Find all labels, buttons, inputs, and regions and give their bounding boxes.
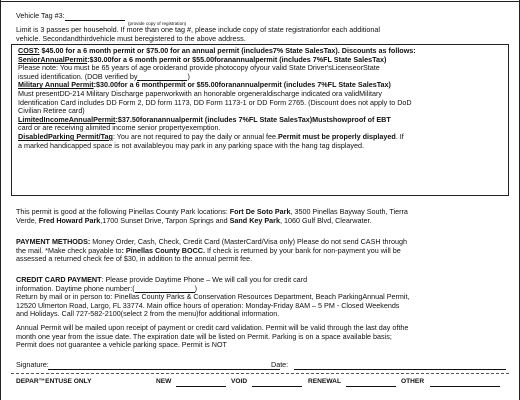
- department-use-row: [16, 378, 506, 390]
- senior-note-1: Please note: You must be 65 years of age oroiderand provide photocopy ofyour valid State Driver'sLicenseorState: [18, 63, 380, 73]
- disabled-label: DisabledParking Permit/Tag: [18, 131, 113, 141]
- payment-text-1: Money Order, Cash, Check, Credit Card (MasterCard/Visa only) Please do not send CASH through: [90, 237, 407, 246]
- department-use-label: DEPAR™ENTUSE ONLY: [16, 378, 92, 385]
- vehicle-tag-note: (provide copy of registration): [128, 21, 187, 26]
- renewal-label: RENEWAL: [308, 378, 341, 385]
- new-label: NEW: [156, 378, 172, 385]
- cost-text: $45.00 for a 6 month permit or $75.00 for an annual permit (includes7% State SalesTax). Discounts as follows:: [39, 46, 416, 55]
- locations-text-2: , 3500 Pinellas Bayway South, Tierra: [290, 207, 408, 216]
- vehicle-tag-row: [16, 11, 506, 26]
- lowincome-note: card or are receiving alimited income senior propertyexemption.: [18, 123, 221, 133]
- military-note-3: Civilian Retiree card): [18, 106, 85, 116]
- limit-line-1: Limit is 3 passes per household. If more than one tag #, please include copy of state registrationfor each additional: [16, 25, 380, 34]
- cost-box: [11, 44, 509, 196]
- credit-card-label: CREDIT CARD PAYMENT: [16, 275, 102, 284]
- disabled-text: : You are not required to pay the daily or annual fee.: [112, 131, 278, 141]
- void-field[interactable]: [252, 386, 302, 387]
- date-field[interactable]: [294, 369, 506, 370]
- payment-text-2: the mail. *Make check payable to: [16, 245, 122, 255]
- payment-section: [16, 238, 506, 264]
- senior-note-2: issued identification. (DOB verified by: [18, 71, 138, 81]
- annual-permit-section: [16, 324, 506, 350]
- disabled-note: a marked handicapped space is not availableyou may park in any parking space with the hang tag displayed.: [18, 140, 365, 150]
- payment-payee: : Pinellas County BOCC.: [121, 245, 205, 255]
- vehicle-tag-label: Vehicle Tag #3:: [16, 11, 65, 20]
- disabled-end: . If: [395, 131, 404, 141]
- renewal-field[interactable]: [346, 386, 396, 387]
- military-note-2: Identification Card includes DD Form 2, DD form 1173, DD Form 1173-1 or DD Form 2765. (Discount does not apply to DoD: [18, 97, 412, 107]
- credit-card-text-3: Return by mail or in person to: Pinellas County Parks & Conservation Resources Department, Beach ParkingAnnual Permit,: [16, 292, 410, 302]
- locations-text-5: , 1060 Gulf Blvd, Clearwater.: [279, 215, 372, 225]
- lowincome-text: :$37.50foranannualpermit (includes 7%FL State SalesTax)Mustshowproof of EBT: [115, 114, 391, 124]
- military-note-1: Must presentDD-214 Military Discharge paperworkwith an honorable orgeneraldischarge indicated ora validMilitary: [18, 88, 382, 98]
- cost-label: COST:: [18, 46, 40, 55]
- credit-card-text-4: 12520 Ulmerton Road, Largo, FL 33774. Main office hours of operation: Monday-Friday 8AM – 5 PM - Closed Weekends: [16, 300, 400, 310]
- department-divider: [11, 373, 509, 374]
- military-label: Military Annual Permit: [18, 80, 94, 90]
- military-text: :$30.00for a 6 monthpermit or $55.00foranannualpermit (includes 7%FL State SalesTax): [93, 80, 391, 90]
- locations-text-1: This permit is good at the following Pinellas County Park locations:: [16, 207, 230, 216]
- date-label: Date:: [271, 360, 289, 369]
- signature-row: [16, 361, 506, 371]
- lowincome-label: LimitedIncomeAnnualPermit: [18, 114, 116, 124]
- senior-label: SeniorAnnualPermit: [18, 54, 88, 64]
- signature-field[interactable]: [48, 369, 280, 370]
- void-label: VOID: [231, 378, 248, 385]
- annual-text-3: Permit does not guarantee a vehicle parking space. Permit is NOT: [16, 340, 227, 350]
- annual-text-2: month one year from the issue date. The expiration date will be listed on Permit. Parking is on a space available basis;: [16, 331, 392, 341]
- annual-text-1: Annual Permit will be mailed upon receipt of payment or credit card validation. Permit will be valid through the last day ofthe: [16, 323, 409, 332]
- payment-text-3: If check is returned by your bank for non-payment you will be: [204, 245, 401, 255]
- locations-text-4: ,1700 Sunset Drive, Tarpon Springs and: [100, 215, 230, 225]
- credit-card-text-2-end: ): [194, 283, 198, 293]
- limit-text: [16, 26, 506, 43]
- other-label: OTHER: [401, 378, 425, 385]
- locations-section: [16, 208, 506, 225]
- senior-text: :$30.00for a 6 month permit or $55.00foranannualpermit (includes 7%FL State SalesTax): [87, 54, 387, 64]
- new-field[interactable]: [176, 386, 226, 387]
- other-field[interactable]: [430, 386, 500, 387]
- top-rule: [1, 1, 519, 2]
- credit-card-section: [16, 276, 506, 319]
- location-fred-howard: Fred Howard Park: [38, 215, 101, 225]
- location-fort-de-soto: Fort De Soto Park: [229, 207, 291, 216]
- credit-card-text-5: and Holidays. Call 727-582-2100(select 2 from the menu)for additional information.: [16, 309, 280, 319]
- signature-label: Signature:: [16, 360, 49, 369]
- vehicle-tag-field[interactable]: [65, 13, 125, 21]
- location-sand-key: Sand Key Park: [229, 215, 280, 225]
- payment-text-4: assessed a returned check fee of $30, in addition to the annual permit fee.: [16, 254, 253, 264]
- payment-label: PAYMENT METHODS:: [16, 237, 91, 246]
- limit-line-2: vehicle. Secondandthirdvehicle must beregistered to the above address.: [16, 33, 246, 43]
- credit-card-text-1: : Please provide Daytime Phone – We will call you for credit card: [101, 275, 308, 284]
- disabled-bold: Permit must be properly displayed: [277, 131, 396, 141]
- senior-note-end: ): [187, 71, 190, 81]
- locations-text-3: Verde,: [16, 215, 39, 225]
- credit-card-text-2: information. Daytime phone number:(: [16, 283, 135, 293]
